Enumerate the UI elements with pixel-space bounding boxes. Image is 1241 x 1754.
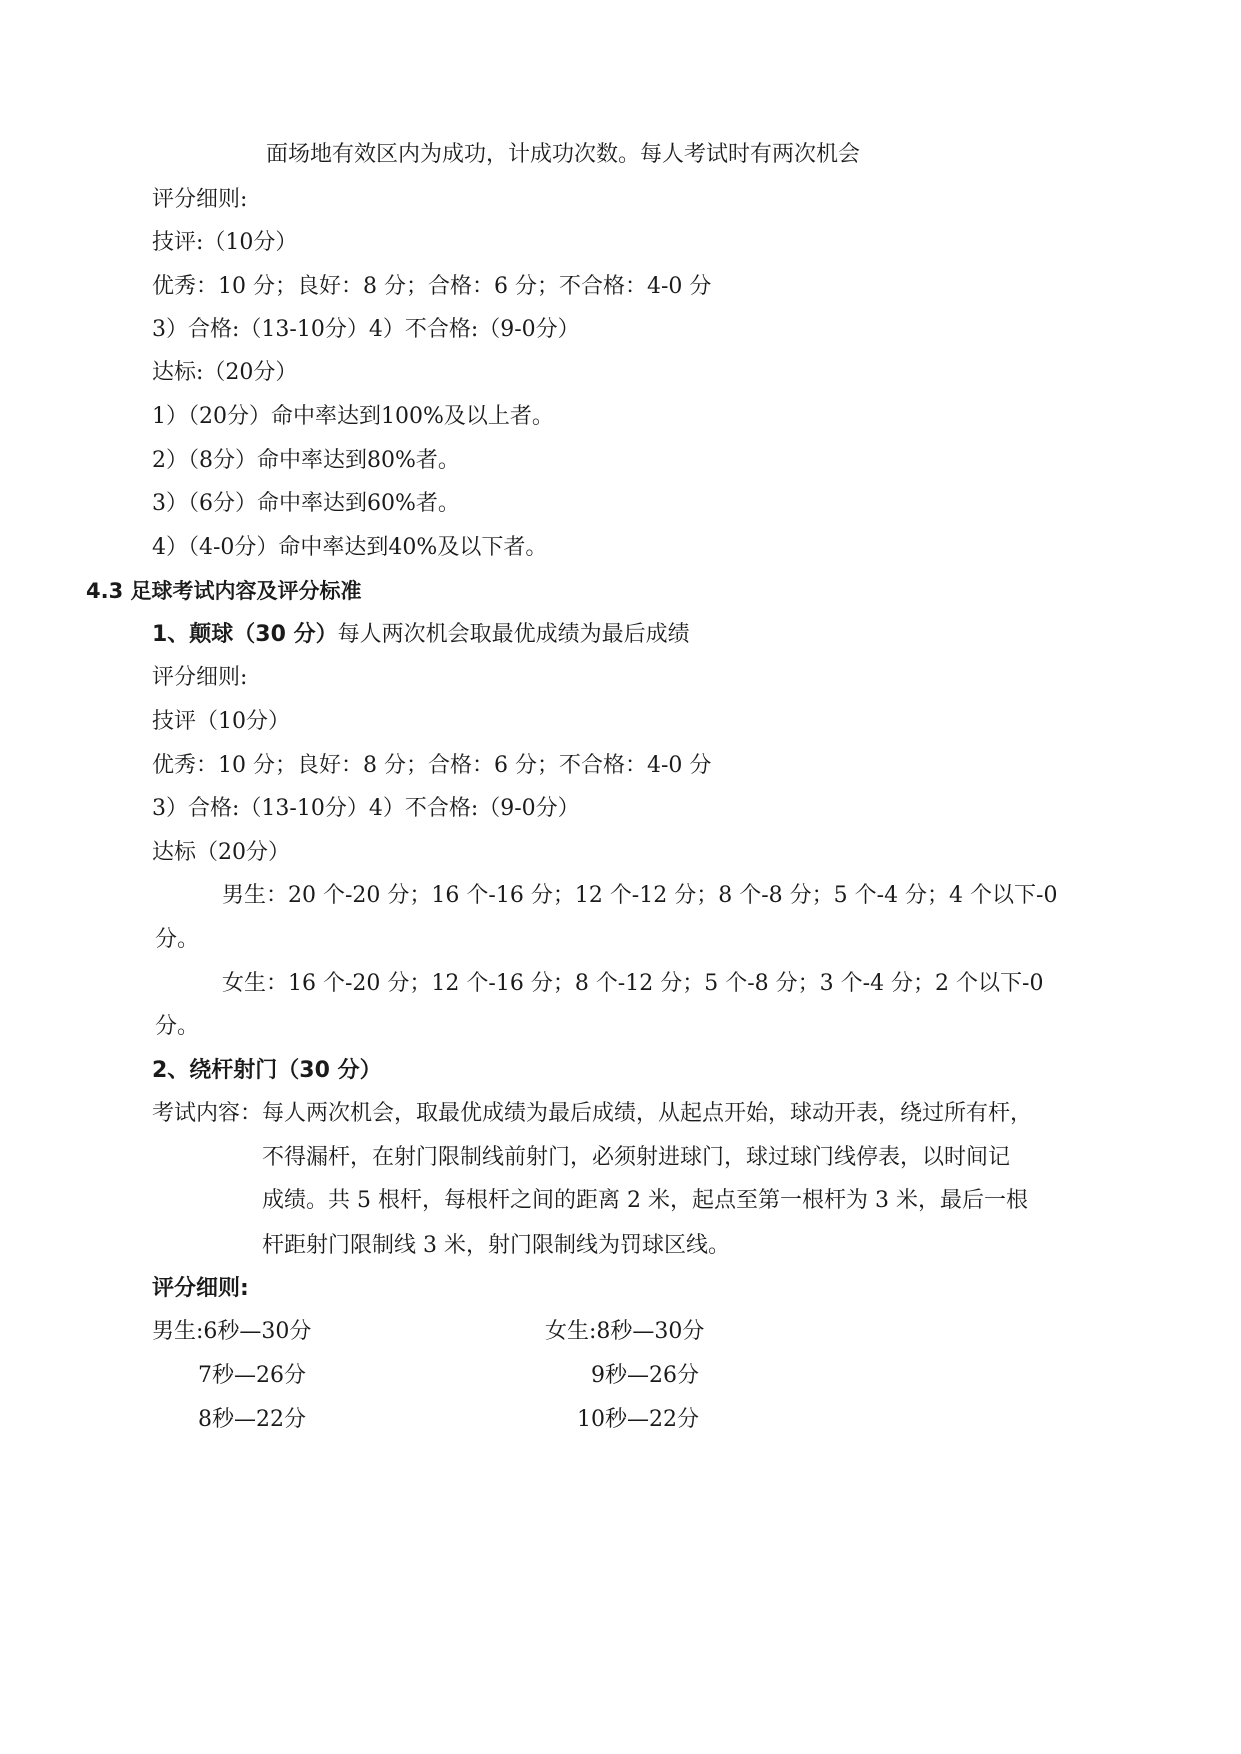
male-score-row: 7秒—26分	[198, 1363, 306, 1388]
female-score-row: 女生:8秒—30分	[545, 1319, 705, 1344]
dribble-content-line: 杆距射门限制线 3 米，射门限制线为罚球区线。	[262, 1233, 730, 1258]
scoring-label: 评分细则:	[152, 187, 248, 212]
juggling-male-line-wrap: 分。	[155, 927, 200, 952]
tech-extra: 3）合格:（13-10分）4）不合格:（9-0分）	[152, 317, 580, 342]
juggling-male-line: 男生：20 个-20 分；16 个-16 分；12 个-12 分；8 个-8 分；5 个-4 分；4 个以下-0	[222, 883, 1058, 908]
standard-item: 1）（20分）命中率达到100%及以上者。	[152, 404, 554, 429]
tech-grades: 优秀：10 分；良好：8 分；合格：6 分；不合格：4-0 分	[152, 274, 712, 299]
dribble-scoring-label: 评分细则:	[152, 1276, 249, 1301]
section-heading: 4.3 足球考试内容及评分标准	[86, 579, 362, 603]
juggling-tech-grades: 优秀：10 分；良好：8 分；合格：6 分；不合格：4-0 分	[152, 753, 712, 778]
juggling-tech-extra: 3）合格:（13-10分）4）不合格:（9-0分）	[152, 796, 580, 821]
juggling-title-rest: 每人两次机会取最优成绩为最后成绩	[337, 622, 690, 647]
standard-item: 4）（4-0分）命中率达到40%及以下者。	[152, 535, 548, 560]
tech-label: 技评:（10分）	[152, 230, 298, 255]
dribble-title: 2、绕杆射门（30 分）	[152, 1058, 382, 1083]
juggling-standard-label: 达标（20分）	[152, 840, 290, 865]
dribble-content-label: 考试内容：	[152, 1101, 263, 1126]
female-score-row: 10秒—22分	[577, 1407, 699, 1432]
male-score-row: 8秒—22分	[198, 1407, 306, 1432]
female-score-row: 9秒—26分	[591, 1363, 699, 1388]
male-score-row: 男生:6秒—30分	[152, 1319, 312, 1344]
juggling-tech-label: 技评（10分）	[152, 709, 290, 734]
standard-item: 3）（6分）命中率达到60%者。	[152, 491, 460, 516]
dribble-content-line: 成绩。共 5 根杆，每根杆之间的距离 2 米，起点至第一根杆为 3 米，最后一根	[262, 1188, 1028, 1213]
dribble-content-line: 每人两次机会，取最优成绩为最后成绩，从起点开始，球动开表，绕过所有杆，	[262, 1101, 1033, 1126]
juggling-scoring-label: 评分细则:	[152, 665, 248, 690]
standard-item: 2）（8分）命中率达到80%者。	[152, 448, 460, 473]
dribble-content-line: 不得漏杆，在射门限制线前射门，必须射进球门，球过球门线停表，以时间记	[262, 1145, 1011, 1170]
juggling-female-line-wrap: 分。	[155, 1014, 200, 1039]
juggling-title-bold: 1、颠球（30 分）	[152, 622, 338, 647]
continuation-text: 面场地有效区内为成功，计成功次数。每人考试时有两次机会	[266, 142, 861, 167]
juggling-female-line: 女生：16 个-20 分；12 个-16 分；8 个-12 分；5 个-8 分；3 个-4 分；2 个以下-0	[222, 971, 1044, 996]
standard-label: 达标:（20分）	[152, 360, 298, 385]
juggling-title	[152, 624, 690, 646]
